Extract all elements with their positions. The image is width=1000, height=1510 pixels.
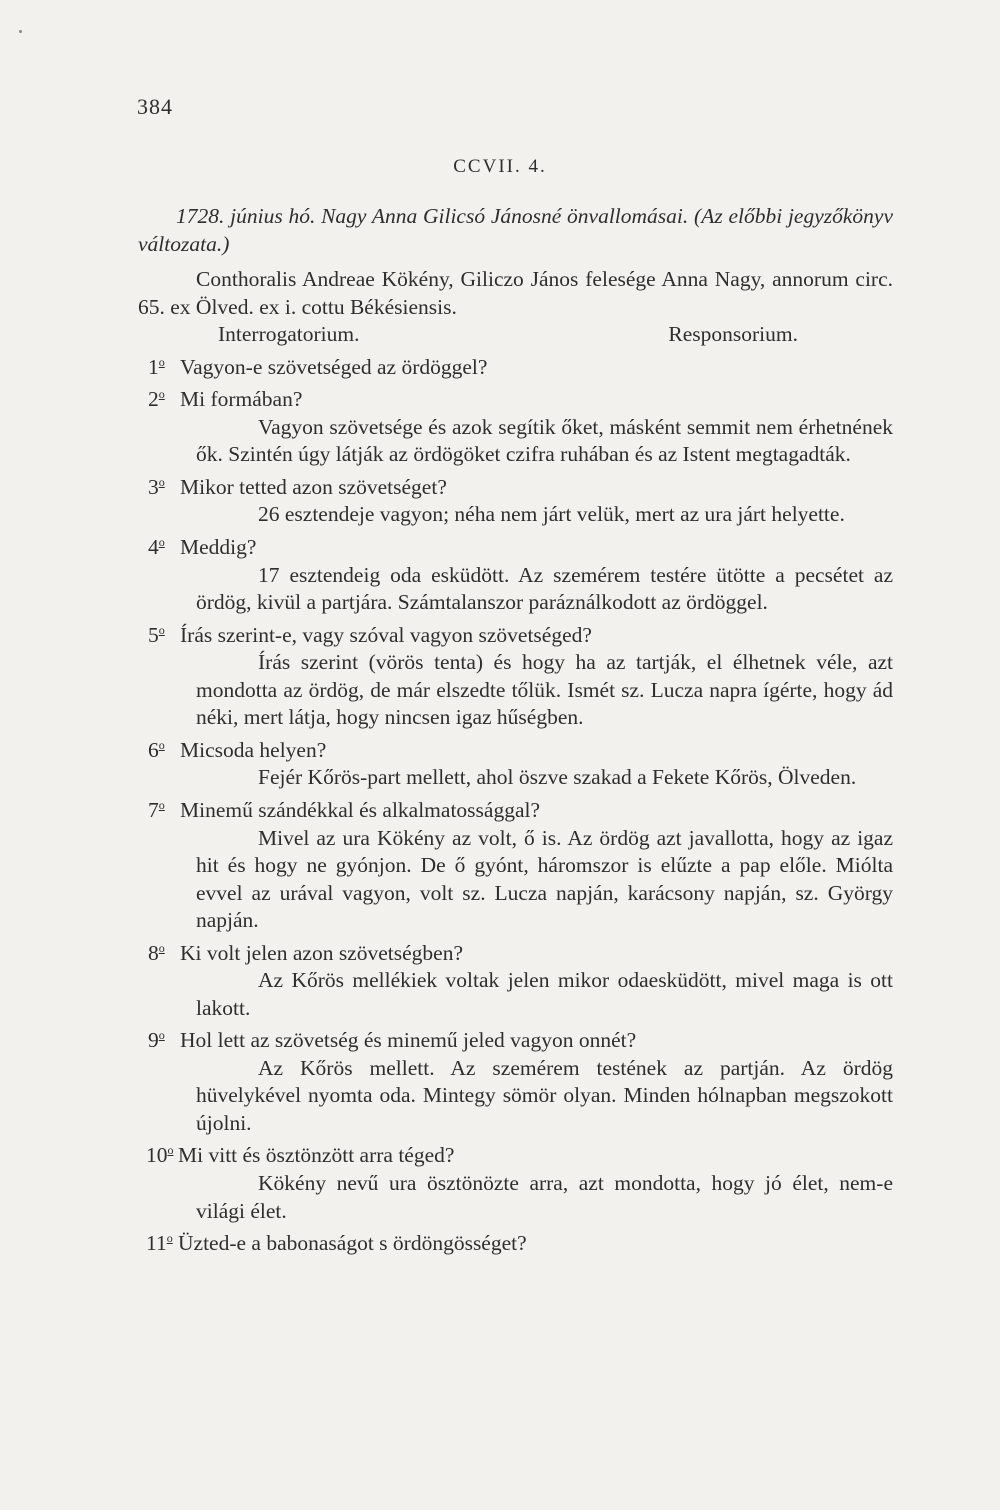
question-number bbox=[148, 792, 180, 825]
question-text: Meddig? bbox=[180, 535, 257, 560]
answer-text: 26 esztendeje vagyon; néha nem járt velük, mert az ura járt helyette. bbox=[258, 502, 845, 527]
question-text: Vagyon-e szövetséged az ördöggel? bbox=[180, 354, 488, 379]
qa-list bbox=[138, 349, 893, 1258]
question-number-value: 11 bbox=[146, 1231, 167, 1256]
ordinal-mark: o bbox=[158, 1028, 165, 1043]
question-number-value: 1 bbox=[148, 354, 159, 379]
question-number-value: 7 bbox=[148, 798, 159, 823]
ordinal-mark: o bbox=[158, 737, 165, 752]
question-line bbox=[138, 1225, 893, 1258]
question-line bbox=[138, 529, 893, 562]
intro-paragraph: Conthoralis Andreae Kökény, Giliczo János felesége Anna Nagy, annorum circ. 65. ex Ölved. ex i. cottu Békésiensis. bbox=[138, 267, 893, 319]
question-number bbox=[148, 617, 180, 650]
question-number bbox=[148, 732, 180, 765]
section-number: CCVII. 4. bbox=[453, 156, 547, 177]
question-number bbox=[146, 1225, 178, 1258]
column-headers bbox=[138, 321, 893, 349]
interrogatorium-heading: Interrogatorium. bbox=[218, 322, 360, 346]
question-number-value: 4 bbox=[148, 535, 159, 560]
answer-text: Kökény nevű ura ösztönözte arra, azt mondotta, hogy jó élet, nem-e világi élet. bbox=[196, 1171, 893, 1223]
question-text: Mi formában? bbox=[180, 387, 303, 412]
question-text: Mi vitt és ösztönzött arra téged? bbox=[178, 1143, 455, 1168]
question-line bbox=[138, 732, 893, 765]
ordinal-mark: o bbox=[166, 1231, 173, 1246]
answer-text: Az Kőrös mellékiek voltak jelen mikor odaesküdött, mivel maga is ott lakott. bbox=[196, 968, 893, 1020]
answer-text: Vagyon szövetsége és azok segítik őket, másként semmit nem érhetnének ők. Szintén úgy látják az ördögöket czifra ruhában és az Istent megtagadták. bbox=[196, 414, 893, 467]
question-text: Ki volt jelen azon szövetségben? bbox=[180, 940, 463, 965]
ordinal-mark: o bbox=[158, 797, 165, 812]
question-number bbox=[148, 935, 180, 968]
question-line bbox=[138, 935, 893, 968]
question-number-value: 5 bbox=[148, 622, 159, 647]
question-number bbox=[146, 1137, 178, 1170]
question-number bbox=[148, 469, 180, 502]
ordinal-mark: o bbox=[167, 1143, 174, 1158]
question-line bbox=[138, 1137, 893, 1170]
question-text: Hol lett az szövetség és minemű jeled vagyon onnét? bbox=[180, 1028, 637, 1053]
answer-text: Fejér Kőrös-part mellett, ahol öszve szakad a Fekete Kőrös, Ölveden. bbox=[258, 765, 857, 790]
question-text: Mikor tetted azon szövetséget? bbox=[180, 474, 447, 499]
question-number-value: 9 bbox=[148, 1028, 159, 1053]
responsorium-heading: Responsorium. bbox=[668, 322, 798, 346]
answer-text: 17 esztendeig oda esküdött. Az szemérem testére ütötte a pecsétet az ördög, kivül a partjára. Számtalanszor paráználkodott az ördöggel. bbox=[196, 562, 893, 615]
question-line bbox=[138, 617, 893, 650]
question-number-value: 3 bbox=[148, 474, 159, 499]
ordinal-mark: o bbox=[158, 387, 165, 402]
ordinal-mark: o bbox=[158, 354, 165, 369]
question-line bbox=[138, 792, 893, 825]
answer-text: Mivel az ura Kökény az volt, ő is. Az ördög azt javallotta, hogy az igaz hit és hogy ne gyónjon. De ő gyónt, háromszor is elűzte a pap előle. Miólta evvel az urával vagyon, volt sz. Lucza napján, karácsony napján, sz. György napján. bbox=[196, 825, 893, 933]
question-line bbox=[138, 349, 893, 382]
question-line bbox=[138, 469, 893, 502]
ordinal-mark: o bbox=[158, 474, 165, 489]
paper-speck bbox=[19, 30, 22, 33]
ordinal-mark: o bbox=[158, 940, 165, 955]
question-number bbox=[148, 381, 180, 414]
question-text: Írás szerint-e, vagy szóval vagyon szövetséged? bbox=[180, 622, 592, 647]
question-number-value: 6 bbox=[148, 737, 159, 762]
answer-text: Írás szerint (vörös tenta) és hogy ha az tartják, el élhetnek véle, azt mondotta az ördög, de már elszedte tőlük. Ismét sz. Lucza napra ígérte, hogy ád néki, mert látja, hogy nincsen igaz hűségben. bbox=[196, 650, 893, 730]
question-line bbox=[138, 381, 893, 414]
document-body bbox=[138, 203, 893, 1258]
question-number-value: 10 bbox=[146, 1143, 168, 1168]
question-number bbox=[148, 1022, 180, 1055]
page-number: 384 bbox=[137, 94, 173, 119]
question-text: Üzted-e a babonaságot s ördöngösséget? bbox=[178, 1231, 527, 1256]
document-title: 1728. június hó. Nagy Anna Gilicsó Jánosné önvallomásai. (Az előbbi jegyzőkönyv változata.) bbox=[138, 204, 893, 256]
question-text: Micsoda helyen? bbox=[180, 737, 327, 762]
ordinal-mark: o bbox=[158, 534, 165, 549]
question-number bbox=[148, 529, 180, 562]
question-number bbox=[148, 349, 180, 382]
answer-text: Az Kőrös mellett. Az szemérem testének az partján. Az ördög hüvelykével nyomta oda. Mintegy sömör olyan. Minden hólnapban megszokott újolni. bbox=[196, 1055, 893, 1135]
question-number-value: 2 bbox=[148, 387, 159, 412]
question-text: Minemű szándékkal és alkalmatossággal? bbox=[180, 798, 541, 823]
question-line bbox=[138, 1022, 893, 1055]
question-number-value: 8 bbox=[148, 940, 159, 965]
ordinal-mark: o bbox=[158, 622, 165, 637]
